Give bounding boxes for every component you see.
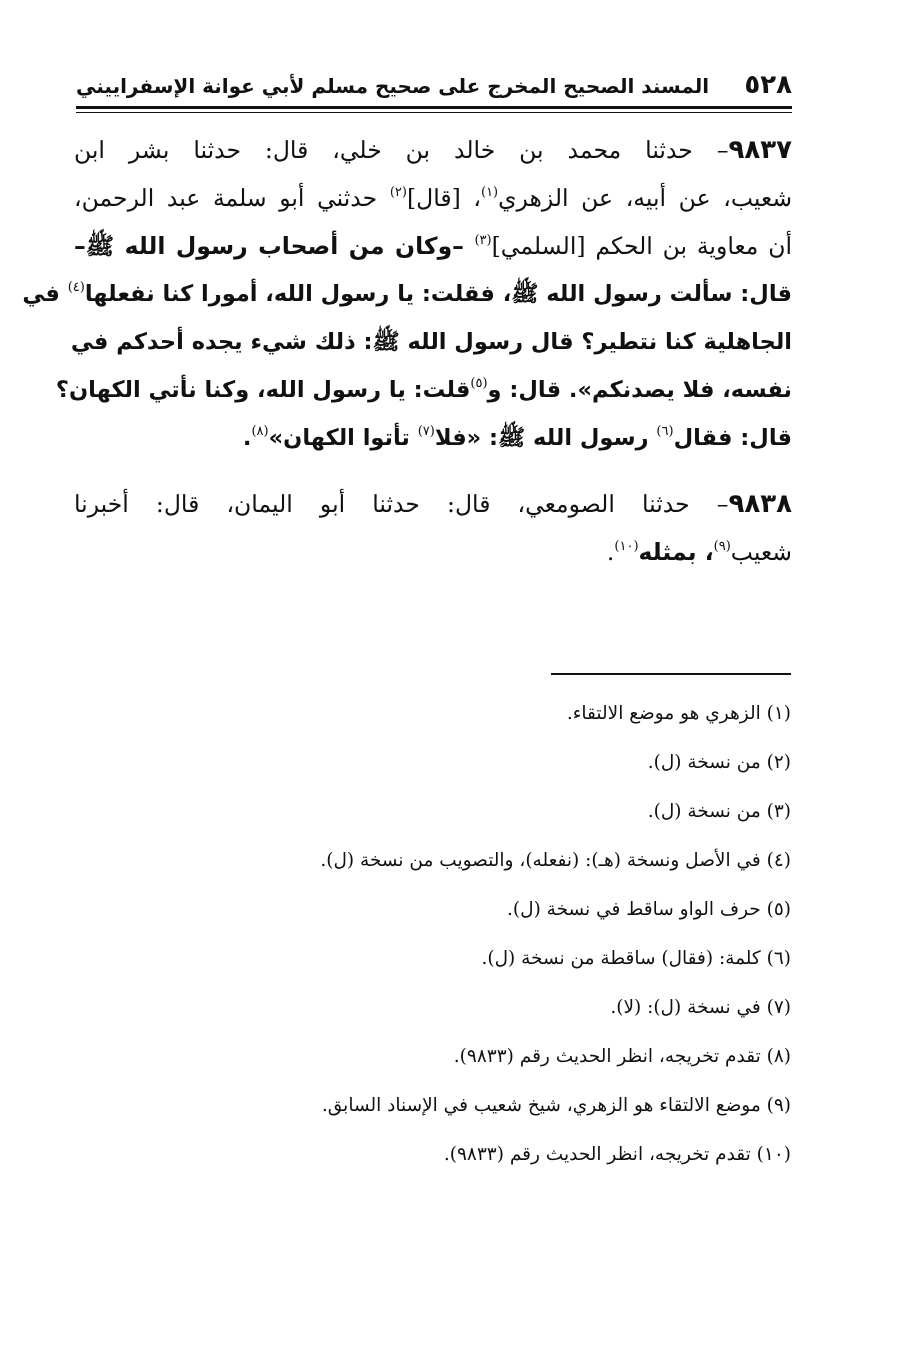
footnote-ref: (١) bbox=[480, 185, 499, 200]
footnote-5: (٥) حرف الواو ساقط في نسخة (ل). bbox=[507, 899, 791, 920]
footnote-separator bbox=[551, 673, 791, 675]
hadith-9838-line-1 bbox=[74, 480, 792, 528]
text-segment: . bbox=[606, 538, 615, 566]
hadith-number: ٩٨٣٧ bbox=[728, 135, 792, 165]
footnote-ref: (٤) bbox=[67, 280, 85, 295]
hadith-9837-line-6 bbox=[55, 366, 792, 414]
footnote-8: (٨) تقدم تخريجه، انظر الحديث رقم (٩٨٣٣). bbox=[453, 1046, 791, 1067]
footnote-10: (١٠) تقدم تخريجه، انظر الحديث رقم (٩٨٣٣). bbox=[443, 1144, 791, 1165]
footnote-4: (٤) في الأصل ونسخة (هـ): (نفعله)، والتصويب من نسخة (ل). bbox=[320, 850, 791, 871]
page-number: ٥٢٨ bbox=[744, 70, 792, 100]
footnote-2: (٢) من نسخة (ل). bbox=[647, 752, 791, 773]
header-rule-thin bbox=[76, 112, 792, 113]
footnote-ref: (٨) bbox=[251, 424, 269, 439]
hadith-9837-line-2 bbox=[74, 174, 792, 222]
hadith-number: ٩٨٣٨ bbox=[728, 489, 792, 519]
footnote-ref: (٦) bbox=[656, 424, 674, 439]
text-segment: حدثني أبو سلمة عبد الرحمن، bbox=[74, 184, 390, 212]
hadith-9838-line-2 bbox=[74, 528, 792, 576]
footnote-3: (٣) من نسخة (ل). bbox=[647, 801, 791, 822]
hadith-9837-line-5 bbox=[70, 318, 792, 366]
text-segment: قال: فقال bbox=[673, 425, 792, 451]
footnote-6: (٦) كلمة: (فقال) ساقطة من نسخة (ل). bbox=[481, 948, 791, 969]
footnote-1: (١) الزهري هو موضع الالتقاء. bbox=[566, 703, 791, 724]
footnote-ref: (١٠) bbox=[614, 539, 639, 554]
text-segment: ، [قال] bbox=[406, 184, 481, 212]
text-segment: نفسه، فلا يصدنكم». قال: و bbox=[487, 377, 792, 403]
footnote-ref: (٥) bbox=[470, 376, 488, 391]
page-header bbox=[76, 68, 792, 104]
text-segment: في bbox=[22, 281, 68, 307]
text-segment-bold: –وكان من أصحاب رسول الله ﷺ– bbox=[74, 232, 475, 260]
footnote-9: (٩) موضع الالتقاء هو الزهري، شيخ شعيب في الإسناد السابق. bbox=[321, 1095, 791, 1116]
hadith-9837-line-7 bbox=[74, 414, 792, 462]
footnotes-list bbox=[231, 696, 791, 1186]
header-rule-thick bbox=[76, 106, 792, 109]
footnote-7: (٧) في نسخة (ل): (لا). bbox=[610, 997, 791, 1018]
text-segment: قال: سألت رسول الله ﷺ، فقلت: يا رسول الله، أمورا كنا نفعلها bbox=[84, 281, 792, 307]
text-segment: قلت: يا رسول الله، وكنا نأتي الكهان؟ bbox=[55, 377, 471, 403]
text-segment: – حدثنا الصومعي، قال: حدثنا أبو اليمان، قال: أخبرنا bbox=[74, 490, 729, 518]
hadith-9837-line-3 bbox=[74, 222, 792, 270]
text-segment: الجاهلية كنا نتطير؟ قال رسول الله ﷺ: ذلك شيء يجده أحدكم في bbox=[70, 329, 792, 355]
text-segment: . bbox=[242, 425, 252, 451]
footnote-ref: (٣) bbox=[474, 233, 492, 248]
footnote-ref: (٧) bbox=[417, 424, 435, 439]
paragraph-gap bbox=[74, 462, 792, 480]
text-segment: رسول الله ﷺ: «فلا bbox=[434, 425, 657, 451]
text-segment: – حدثنا محمد بن خالد بن خلي، قال: حدثنا بشر ابن bbox=[74, 136, 729, 164]
running-title: المسند الصحيح المخرج على صحيح مسلم لأبي عوانة الإسفراييني bbox=[76, 74, 710, 98]
text-segment: شعيب، عن أبيه، عن الزهري bbox=[498, 184, 793, 212]
footnote-ref: (٩) bbox=[713, 539, 731, 554]
text-segment: شعيب bbox=[730, 538, 792, 566]
hadith-9837-line-4 bbox=[22, 270, 792, 318]
hadith-9837-line-1 bbox=[74, 126, 792, 174]
text-segment-bold: ، بمثله bbox=[638, 538, 714, 566]
main-text bbox=[22, 126, 793, 576]
text-segment: أن معاوية بن الحكم [السلمي] bbox=[491, 232, 792, 260]
text-segment: تأتوا الكهان» bbox=[268, 425, 418, 451]
footnote-ref: (٢) bbox=[389, 185, 407, 200]
